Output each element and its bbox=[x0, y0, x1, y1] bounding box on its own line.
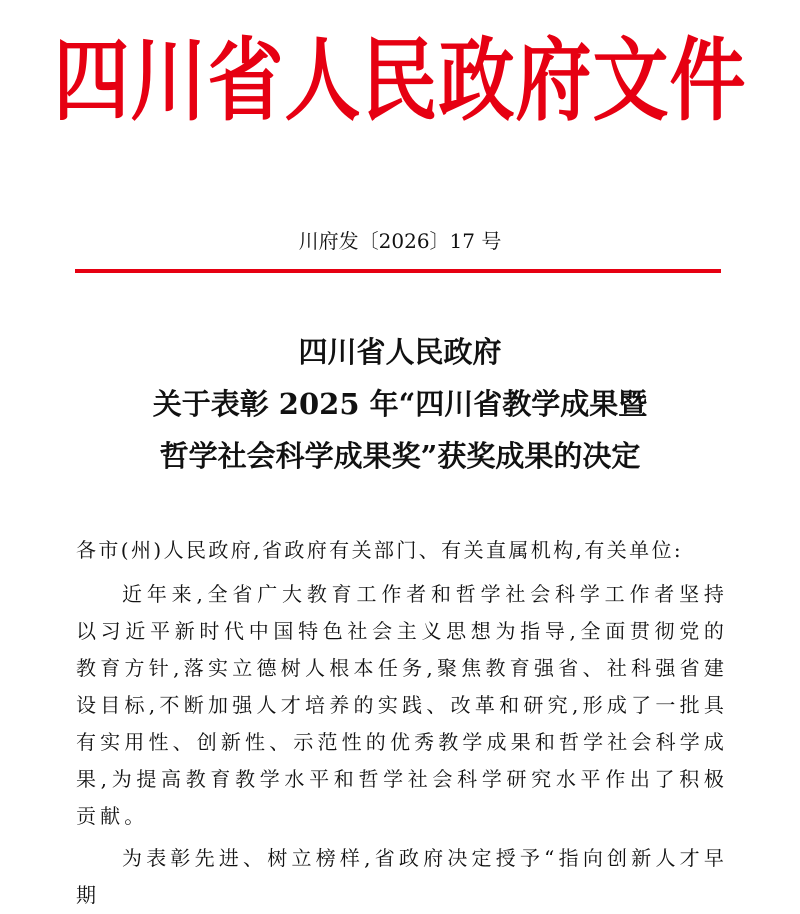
document-title-line-2: 关于表彰 2025 年“四川省教学成果暨 bbox=[152, 387, 648, 421]
body-paragraph-2: 为表彰先进、树立榜样,省政府决定授予“指向创新人才早期 bbox=[76, 846, 728, 907]
masthead-title: 四川省人民政府文件 bbox=[53, 27, 747, 133]
document-number: 川府发〔2026〕17 号 bbox=[298, 229, 502, 253]
document-title-line-1: 四川省人民政府 bbox=[298, 335, 502, 369]
document-title-line-3: 哲学社会科学成果奖”获奖成果的决定 bbox=[159, 439, 641, 473]
salutation: 各市(州)人民政府,省政府有关部门、有关直属机构,有关单位: bbox=[76, 538, 684, 562]
body-paragraph-1: 近年来,全省广大教育工作者和哲学社会科学工作者坚持以习近平新时代中国特色社会主义思想为指导,全面贯彻党的教育方针,落实立德树人根本任务,聚焦教育强省、社科强省建设目标,不断加强人才培养的实践、改革和研究,形成了一批具有实用性、创新性、示范性的优秀教学成果和哲学社会科学成果,为提高教育教学水平和哲学社会科学研究水平作出了积极贡献。 bbox=[76, 582, 728, 828]
red-divider-line bbox=[75, 269, 721, 273]
